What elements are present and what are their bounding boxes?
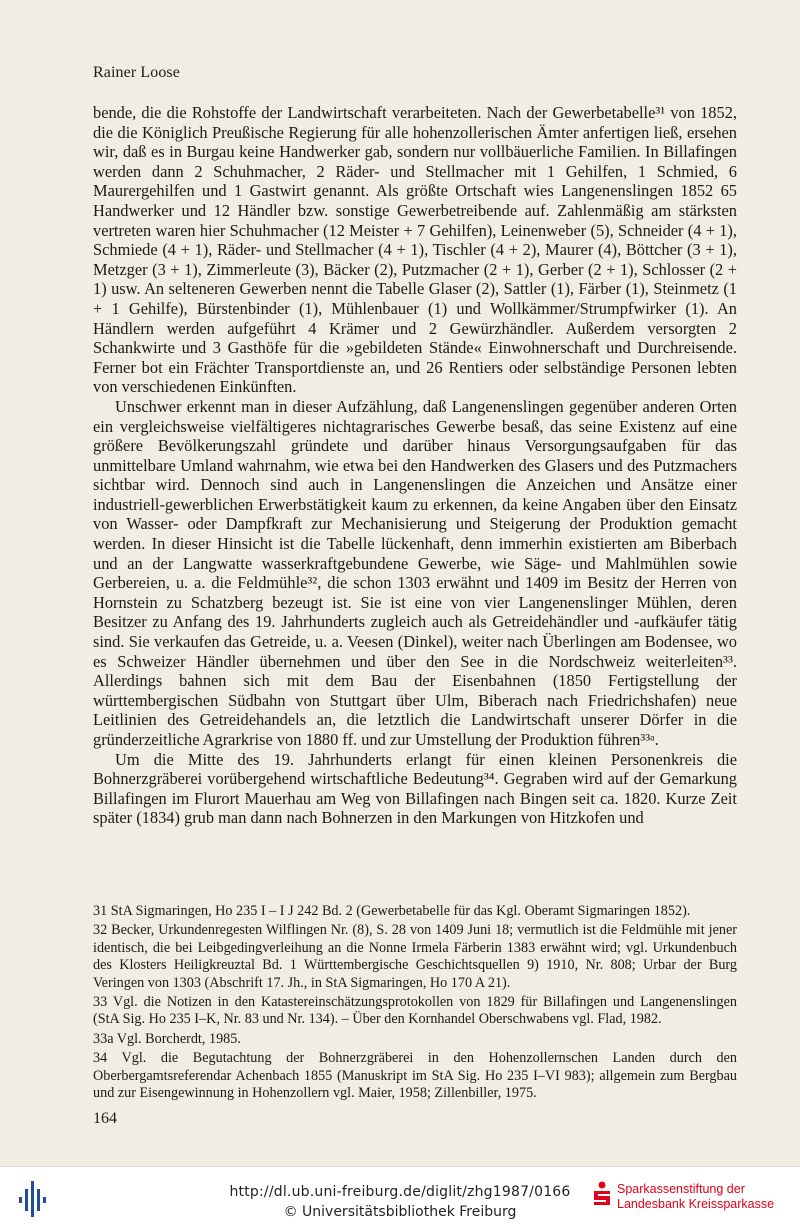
footnote: 31 StA Sigmaringen, Ho 235 I – I J 242 Bd. 2 (Gewerbetabelle für das Kgl. Oberamt Sigmaringen 1852).	[93, 903, 691, 919]
body-text	[93, 103, 737, 828]
sponsor-line: Landesbank Kreissparkasse	[617, 1197, 775, 1211]
copyright-text: © Universitätsbibliothek Freiburg	[283, 1204, 517, 1220]
document-url-link[interactable]: http://dl.ub.uni-freiburg.de/diglit/zhg1987/0166	[229, 1184, 571, 1200]
footnote: 33 Vgl. die Notizen in den Katastereinschätzungsprotokollen von 1829 für Billafingen und Langenenslingen (StA Sig. Ho 235 I–K, Nr. 83 und Nr. 134). – Über den Kornhandel Oberschwabens vgl. Flad, 1982.	[93, 994, 737, 1028]
footnote: 32 Becker, Urkundenregesten Wilflingen Nr. (8), S. 28 von 1409 Juni 18; vermutlich ist die Feldmühle mit jener identisch, die bei Leibgedingverleihung an die Nonne Irmela Färberin 1383 erwähnt wird; vgl. Urkundenbuch des Klosters Heiligkreuztal Bd. 1 Württembergische Geschichtsquellen 9) 1910, Nr. 808; Urbar der Burg Veringen von 1303 (Abschrift 17. Jh., in StA Sigmaringen, Ho 170 A 21).	[93, 922, 737, 991]
running-head: Rainer Loose	[93, 64, 180, 81]
viewer-footer	[0, 1166, 800, 1227]
footnote: 33a Vgl. Borcherdt, 1985.	[93, 1030, 241, 1047]
sparkasse-logo-icon	[591, 1181, 613, 1209]
footnote: 34 Vgl. die Begutachtung der Bohnerzgräberei in den Hohenzollernschen Landen durch den Oberbergamtsreferendar Achenbach 1855 (Manuskript im StA Sig. Ho 235 I–VI 983); allgemein zum Bergbau und zur Eisengewinnung in Hohenzollern vgl. Maier, 1958; Zillenbiller, 1975.	[93, 1050, 737, 1102]
paragraph: Um die Mitte des 19. Jahrhunderts erlangt für einen kleinen Personenkreis die Bohnerzgräberei vorübergehend wirtschaftliche Bedeutung³⁴. Gegraben wird auf der Gemarkung Billafingen im Flurort Mauerhau am Weg von Billafingen nach Bingen seit ca. 1820. Kurze Zeit später (1834) grub man dann nach Bohnerzen in den Markungen von Hitzkofen und	[93, 749, 737, 828]
sponsor-line: Sparkassenstiftung der	[617, 1182, 745, 1196]
page-number: 164	[93, 1110, 117, 1127]
paragraph: Unschwer erkennt man in dieser Aufzählung, daß Langenenslingen gegenüber anderen Orten ein vergleichsweise vielfältigeres nichtagrarisches Gewerbe besaß, das seine Existenz auf eine größere Bevölkerungszahl gründete und darüber hinaus Versorgungsaufgaben für das unmittelbare Umland wahrnahm, wie etwa bei den Handwerken des Glasers und des Putzmachers sichtbar wird. Dennoch sind auch in Langenenslingen die Anzeichen und Ansätze einer industriell-gewerblichen Erwerbstätigkeit kaum zu erkennen, da keine Angaben über den Einsatz von Wasser- oder Dampfkraft zur Mechanisierung und Steigerung der Produktion gemacht werden. In dieser Hinsicht ist die Tabelle lückenhaft, denn immerhin existierten am Biberbach und an der Langwatte wasserkraftgebundene Gewerbe, wie Säge- und Mahlmühlen sowie Gerbereien, u. a. die Feldmühle³², die schon 1303 erwähnt und 1409 im Besitz der Herren von Hornstein zu Schatzberg bezeugt ist. Sie ist eine von vier Langenenslinger Mühlen, deren Besitzer zu Anfang des 19. Jahrhunderts zugleich auch als Getreidehändler und -aufkäufer tätig sind. Sie verkaufen das Getreide, u. a. Veesen (Dinkel), weiter nach Überlingen am Bodensee, wo es Schweizer Händler übernehmen und über den See in die Nordschweiz weiterleiten³³. Allerdings bahnen sich mit dem Bau der Eisenbahnen (1850 Fertigstellung der württembergischen Südbahn von Stuttgart über Ulm, Biberach nach Friedrichshafen) neue Leitlinien des Getreidehandels an, die letztlich die Landwirtschaft unserer Dörfer in die gründerzeitliche Agrarkrise von 1880 ff. und zur Umstellung der Produktion führen³³ᵃ.	[93, 396, 737, 749]
sponsor-text[interactable]	[617, 1182, 774, 1212]
paragraph: bende, die die Rohstoffe der Landwirtschaft verarbeiteten. Nach der Gewerbetabelle³¹ von 1852, die die Königlich Preußische Regierung für alle hohenzollerischen Ämter anfertigen ließ, ersehen wir, daß es in Burgau keine Handwerker gab, sondern nur vollbäuerliche Familien. In Billafingen werden dann 2 Schuhmacher, 2 Räder- und Stellmacher mit 1 Gehilfen, 1 Schmied, 6 Maurergehilfen und 1 Gastwirt genannt. Als größte Ortschaft wies Langenenslingen 1852 65 Handwerker und 12 Händler bzw. sonstige Gewerbetreibende auf. Zahlenmäßig am stärksten vertreten waren hier Schuhmacher (12 Meister + 7 Gehilfen), Leinenweber (5), Schneider (4 + 1), Schmiede (4 + 1), Räder- und Stellmacher (4 + 1), Tischler (4 + 2), Maurer (4), Böttcher (3 + 1), Metzger (3 + 1), Zimmerleute (3), Bäcker (2), Putzmacher (2 + 1), Gerber (2 + 1), Schlosser (2 + 1) usw. An selteneren Gewerben nennt die Tabelle Glaser (2), Sattler (1), Färber (1), Steinmetz (1 + 1 Gehilfe), Bürstenbinder (1), Mühlenbauer (1) und Wollkämmer/Strumpfwirker (1). An Händlern werden aufgeführt 4 Krämer und 2 Gewürzhändler. Außerdem versorgten 2 Schankwirte und 3 Gasthöfe für die »gebildeten Stände« Einwohnerschaft und Durchreisende. Ferner bot ein Frächter Transportdienste an, und 26 Rentiers oder selbständige Personen lebten von verschiedenen Einkünften.	[93, 103, 737, 397]
footnotes	[93, 903, 737, 1104]
